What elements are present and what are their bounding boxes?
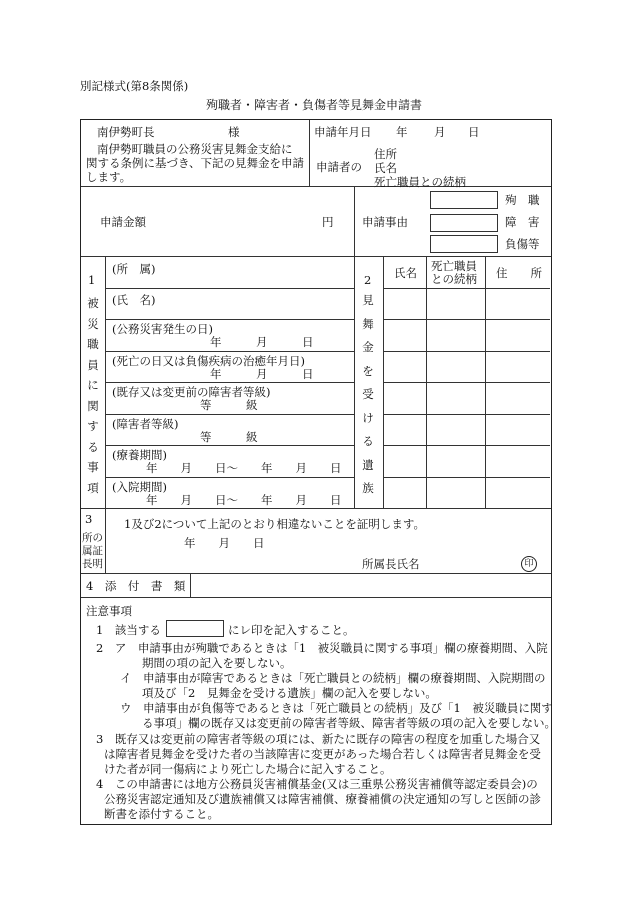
section1-number: 1 [88,273,96,287]
field-death-date-label: (死亡の日又は負傷疾病の治癒年月日) [112,354,305,368]
field-death-date-value: 年 月 日 [210,367,314,381]
form-title: 殉職者・障害者・負傷者等見舞金申請書 [206,98,423,112]
vertical-char: す [87,419,99,433]
field-affiliation-label: (所 属) [112,262,156,276]
divider [106,477,355,478]
field-prior-grade-label: (既存又は変更前の障害者等級) [112,385,271,399]
note-1-suffix: にレ印を記入すること。 [228,623,355,637]
field-incident-date-label: (公務災害発生の日) [112,322,213,336]
vertical-char: 被 [87,296,99,310]
divider [81,186,551,187]
vertical-char: け [362,410,374,425]
amount-unit: 円 [322,215,334,229]
divider [106,414,355,415]
addressee-body: 関する条例に基づき、下記の見舞金を申請 [86,156,305,170]
column-header-name: 氏名 [394,266,417,280]
divider [105,257,106,509]
certification-statement: 1及び2について上記のとおり相違ないことを証明します。 [124,517,425,531]
vertical-char: る [87,439,99,454]
reason-checkbox-injury[interactable] [430,235,498,253]
note-2c: ウ 申請事由が負傷等であるときは「死亡職員との続柄」及び「1 被災職員に関す [120,701,553,715]
divider [106,288,355,289]
divider [383,257,384,509]
divider [354,187,355,257]
vertical-char: を [362,363,374,378]
note-4: 4 この申請書には地方公務員災害補償基金(又は三重県公務災害補償等認定委員会)の [96,777,538,791]
date-year-label: 年 [396,125,408,139]
divider [81,597,551,598]
note-checkbox-sample [166,620,224,637]
note-4-cont: 断書を添付すること。 [104,807,219,821]
divider [81,573,551,574]
form-reference: 別記様式(第8条関係) [80,79,189,93]
vertical-char: 族 [362,481,374,495]
attachments-label: 4 添 付 書 類 [86,579,186,593]
note-2b-cont: 項及び「2 見舞金を受ける遺族」欄の記入を要しない。 [142,686,437,700]
vertical-char: 受 [362,387,374,401]
notes-title: 注意事項 [86,604,132,618]
date-day-label: 日 [468,125,480,139]
divider [426,257,427,509]
field-hospital-label: (入院期間) [112,480,167,494]
field-hospital-value: 年 月 日〜 年 月 日 [146,493,342,507]
section2-number: 2 [364,273,372,287]
divider [81,256,551,257]
divider [384,414,550,415]
date-month-label: 月 [434,125,446,139]
reason-option: 負傷等 [505,237,540,251]
vertical-char: 員 [87,357,99,372]
vertical-char: に [87,378,99,392]
note-2c-cont: る事項」欄の既存又は変更前の障害者等級、障害者等級の項の記入を要しない。 [142,716,556,730]
divider [384,382,550,383]
field-grade-value: 等 級 [200,430,258,444]
certification-date: 年 月 日 [184,536,265,550]
section3-number: 3 [85,512,93,526]
vertical-char: 災 [87,316,99,331]
addressee-name: 南伊勢町長 [97,125,155,139]
divider [105,509,106,574]
divider [190,574,191,598]
note-3: 3 既存又は変更前の障害者等級の項には、新たに既存の障害の程度を加重した場合又 [96,732,541,746]
addressee-honorific: 様 [228,125,240,139]
divider [106,351,355,352]
divider [106,445,355,446]
column-header-relation: 死亡職員 [431,259,477,273]
application-date-label: 申請年月日 [314,125,372,139]
reason-checkbox-death[interactable] [430,191,498,209]
reason-checkbox-disability[interactable] [430,214,498,232]
divider [354,257,355,509]
section3-label: 属証 [82,545,103,557]
vertical-char: 関 [87,398,99,413]
vertical-char: 金 [362,340,374,354]
vertical-char: る [362,434,374,448]
vertical-char: 見 [362,293,374,307]
supervisor-name-label: 所属長氏名 [362,557,420,571]
divider [106,382,355,383]
note-4-cont: 公務災害認定通知及び遺族補償又は障害補償、療養補償の決定通知の写しと医師の診 [104,792,541,806]
reason-option: 殉 職 [505,193,540,207]
divider [309,120,310,187]
addressee-body: します。 [86,170,132,184]
divider [384,445,550,446]
section3-label: 長明 [82,558,103,570]
vertical-char: 項 [87,480,99,495]
divider [384,288,550,289]
note-2a: 2 ア 申請事由が殉職であるときは「1 被災職員に関する事項」欄の療養期間、入院 [96,641,548,655]
divider [81,508,551,509]
applicant-label: 申請者の [316,160,362,174]
applicant-address-label: 住所 [374,147,397,161]
vertical-char: 遺 [362,457,374,472]
section2-vertical-label [361,295,375,495]
divider [106,319,355,320]
field-name-label: (氏 名) [112,293,156,307]
field-treatment-label: (療養期間) [112,448,167,462]
note-3-cont: けた者が同一傷病により死亡した場合に記入すること。 [104,762,392,776]
column-header-relation: との続柄 [431,272,477,286]
reason-label: 申請事由 [362,215,408,229]
seal-mark: 印 [521,556,537,572]
section1-vertical-label [86,298,100,494]
note-2b: イ 申請事由が障害であるときは「死亡職員との続柄」欄の療養期間、入院期間の [120,671,546,685]
vertical-char: 職 [87,337,99,351]
divider [384,477,550,478]
vertical-char: 舞 [362,316,374,331]
applicant-name-label: 氏名 [374,161,397,175]
divider [384,319,550,320]
section3-label: 所の [82,532,103,544]
note-3-cont: は障害者見舞金を受けた者の当該障害に変更があった場合若しくは障害者見舞金を受 [104,747,541,761]
field-treatment-value: 年 月 日〜 年 月 日 [146,461,342,475]
field-incident-date-value: 年 月 日 [210,335,314,349]
field-grade-label: (障害者等級) [112,417,179,431]
column-header-address: 住 所 [496,266,542,280]
vertical-char: 事 [87,460,99,474]
applicant-relation-label: 死亡職員との続柄 [374,175,466,189]
amount-label: 申請金額 [100,215,146,229]
note-2a-cont: 期間の項の記入を要しない。 [142,656,292,670]
divider [384,351,550,352]
note-1: 1 該当する [96,623,161,637]
divider [485,257,486,509]
reason-option: 障 害 [505,215,540,229]
field-prior-grade-value: 等 級 [200,398,258,412]
addressee-body: 南伊勢町職員の公務災害見舞金支給に [97,142,293,156]
